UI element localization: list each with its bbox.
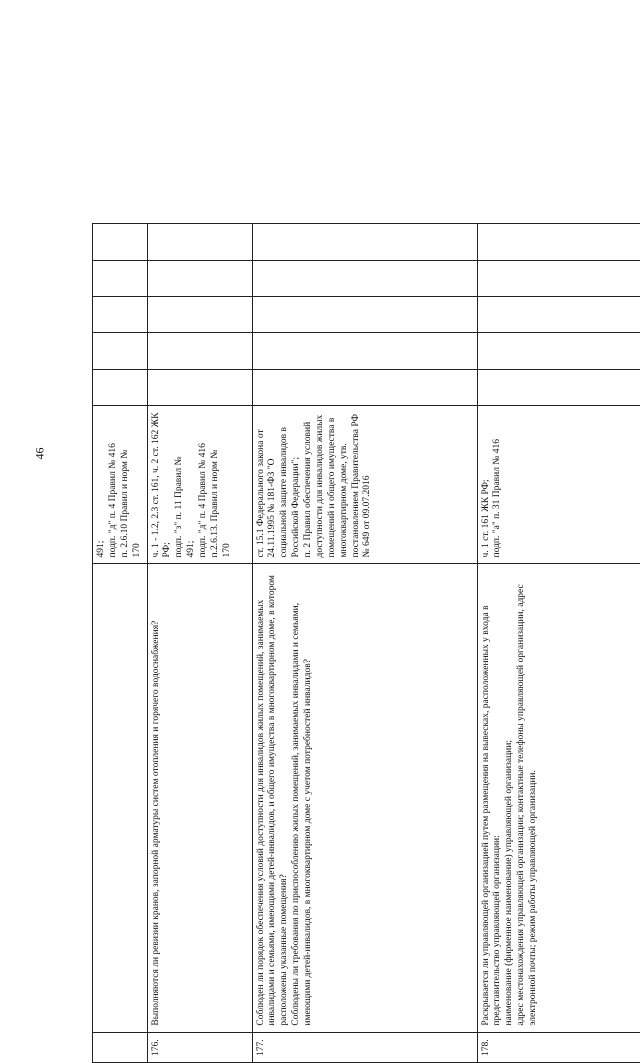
legal-reference: 491; bbox=[96, 412, 108, 557]
answer-cell bbox=[477, 333, 640, 369]
answer-cell bbox=[93, 260, 148, 296]
row-number bbox=[93, 1032, 148, 1062]
legal-reference: подп. "з" п. 11 Правил № bbox=[174, 412, 186, 557]
answer-cell bbox=[252, 260, 477, 296]
legal-reference: 170 bbox=[222, 412, 234, 557]
legal-reference-cell bbox=[252, 406, 477, 564]
answer-cell bbox=[93, 333, 148, 369]
question-cell bbox=[147, 564, 252, 1032]
legal-reference-cell bbox=[93, 406, 148, 564]
answer-cell bbox=[252, 369, 477, 405]
question-text: наименование (фирменное наименование) управляющей организации; bbox=[504, 570, 516, 1025]
table-row bbox=[147, 224, 252, 1063]
answer-cell bbox=[147, 297, 252, 333]
row-number: 178. bbox=[477, 1032, 640, 1062]
checklist-table bbox=[92, 223, 640, 1063]
answer-cell bbox=[252, 224, 477, 261]
question-text: Соблюдены ли требования по приспособлению жилых помещений, занимаемых инвалидами и семьями, имеющими детей-инвалидов, в многоквартирном доме с учетом потребностей инвалидов? bbox=[291, 570, 315, 1025]
legal-reference: подп. "а" п. 31 Правил № 416 bbox=[492, 412, 504, 557]
legal-reference: 170 bbox=[132, 412, 144, 557]
question-cell bbox=[252, 564, 477, 1032]
answer-cell bbox=[147, 224, 252, 261]
table-body bbox=[93, 224, 640, 1063]
question-cell bbox=[93, 564, 148, 1032]
legal-reference: подп. "д" п. 4 Правил № 416 bbox=[198, 412, 210, 557]
question-text: адрес местонахождения управляющей организации; контактные телефоны управляющей организации, адрес электронной почты; режим работы управляющей организации. bbox=[516, 570, 540, 1025]
answer-cell bbox=[252, 333, 477, 369]
table-row bbox=[252, 224, 477, 1063]
answer-cell bbox=[147, 333, 252, 369]
answer-cell bbox=[252, 297, 477, 333]
table-row bbox=[477, 224, 640, 1063]
legal-reference: подп. "д" п. 4 Правил № 416 bbox=[108, 412, 120, 557]
page-number: 46 bbox=[33, 448, 48, 460]
question-text: Выполняются ли ревизии кранов, запорной арматуры систем отопления и горячего водоснабжения? bbox=[151, 570, 163, 1025]
legal-reference: 491; bbox=[186, 412, 198, 557]
answer-cell bbox=[477, 297, 640, 333]
legal-reference-cell bbox=[147, 406, 252, 564]
legal-reference: п.2.6.13. Правил и норм № bbox=[210, 412, 222, 557]
table-row bbox=[93, 224, 148, 1063]
question-text: Соблюден ли порядок обеспечения условий доступности для инвалидов жилых помещений, занимаемых инвалидами и семьями, имеющими детей-инвалидов, и общего имущества в многоквартирном доме, в котором расположены указанные помещения? bbox=[256, 570, 292, 1025]
legal-reference-cell bbox=[477, 406, 640, 564]
answer-cell bbox=[93, 224, 148, 261]
question-text: Раскрывается ли управляющей организацией путем размещения на вывесках, расположенных у входа в представительство управляющей организации: bbox=[481, 570, 505, 1025]
checklist-sheet bbox=[92, 223, 612, 1063]
legal-reference: п. 2.6.10 Правил и норм № bbox=[120, 412, 132, 557]
legal-reference: ст. 15.1 Федерального закона от 24.11.1995 № 181-ФЗ "О социальной защите инвалидов в Российской Федерации"; bbox=[256, 412, 304, 557]
answer-cell bbox=[93, 369, 148, 405]
answer-cell bbox=[477, 369, 640, 405]
answer-cell bbox=[93, 297, 148, 333]
answer-cell bbox=[477, 224, 640, 261]
legal-reference: п. 2 Правил обеспечения условий доступности для инвалидов жилых помещений и общего имущества в многоквартирном доме, утв. постановлением Правительства РФ № 649 от 09.07.2016 bbox=[303, 412, 374, 557]
row-number: 176. bbox=[147, 1032, 252, 1062]
legal-reference: ч. 1 - 1.2, 2.3 ст. 161, ч. 2 ст. 162 ЖК РФ; bbox=[151, 412, 175, 557]
answer-cell bbox=[147, 260, 252, 296]
legal-reference: ч. 1 ст. 161 ЖК РФ; bbox=[481, 412, 493, 557]
row-number: 177. bbox=[252, 1032, 477, 1062]
question-cell bbox=[477, 564, 640, 1032]
answer-cell bbox=[477, 260, 640, 296]
answer-cell bbox=[147, 369, 252, 405]
